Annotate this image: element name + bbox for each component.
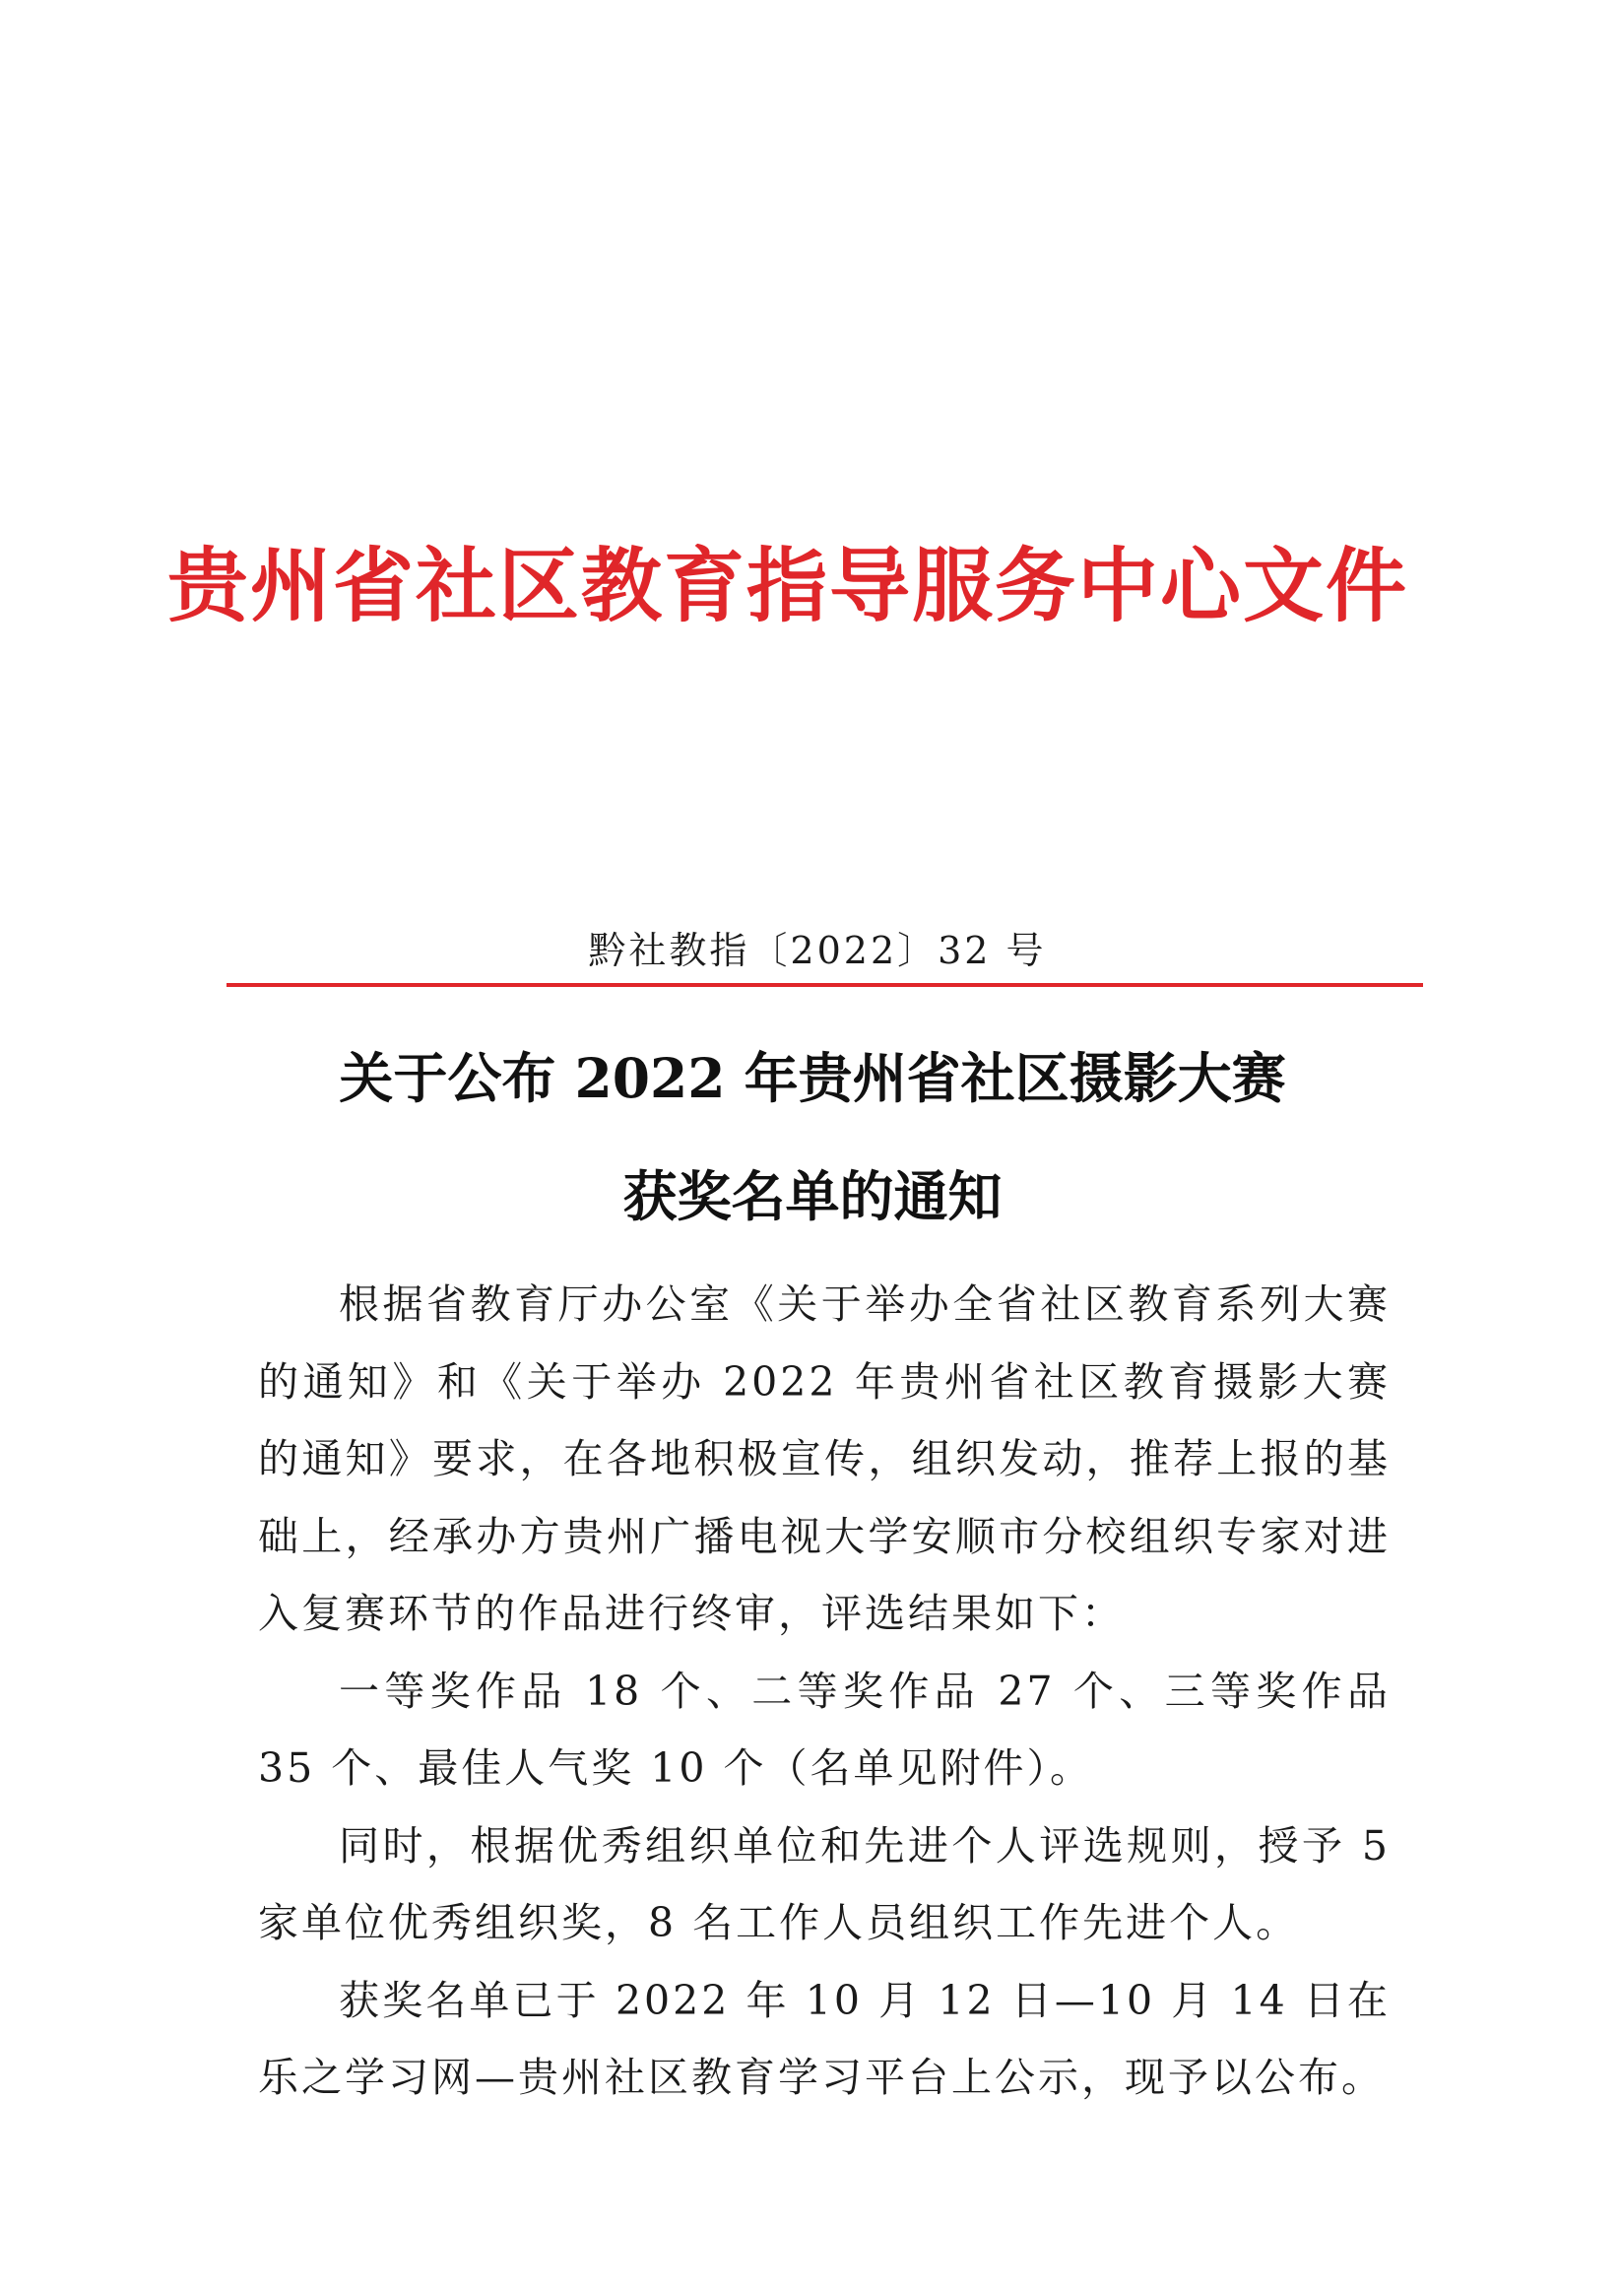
body-paragraph: 一等奖作品 18 个、二等奖作品 27 个、三等奖作品 35 个、最佳人气奖 10 个（名单见附件）。 (258, 1667, 1391, 1792)
document-number: 黔社教指〔2022〕32 号 (588, 929, 1047, 972)
red-divider-line (227, 983, 1423, 987)
body-paragraph: 同时，根据优秀组织单位和先进个人评选规则，授予 5 家单位优秀组织奖，8 名工作人员组织工作先进个人。 (258, 1821, 1391, 1946)
body-paragraph: 根据省教育厅办公室《关于举办全省社区教育系列大赛的通知》和《关于举办 2022 年贵州省社区教育摄影大赛的通知》要求，在各地积极宣传，组织发动，推荐上报的基础上，经承办方贵州广播电视大学安顺市分校组织专家对进入复赛环节的作品进行终审，评选结果如下： (258, 1280, 1391, 1637)
notice-body (258, 1266, 1391, 2117)
issuing-authority-header: 贵州省社区教育指导服务中心文件 (166, 539, 1408, 633)
body-paragraph: 获奖名单已于 2022 年 10 月 12 日—10 月 14 日在乐之学习网—贵州社区教育学习平台上公示，现予以公布。 (258, 1976, 1391, 2101)
notice-title-line-2: 获奖名单的通知 (622, 1164, 1003, 1228)
notice-title-line-1: 关于公布 2022 年贵州省社区摄影大赛 (339, 1046, 1286, 1110)
